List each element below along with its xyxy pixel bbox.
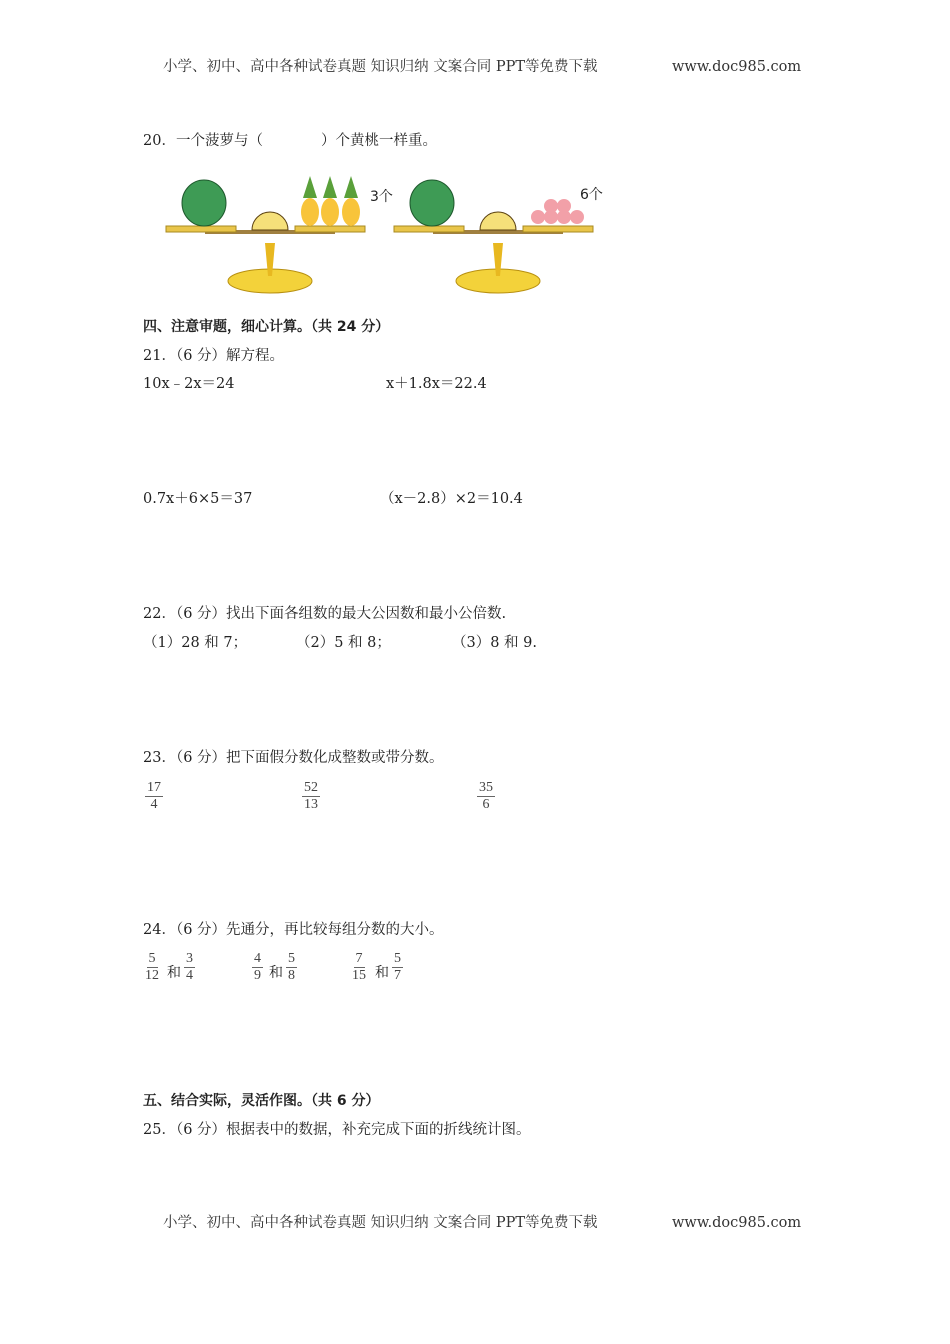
scale-right — [394, 180, 593, 293]
q22-title: 22．（6 分）找出下面各组数的最大公因数和最小公倍数. — [143, 606, 507, 622]
section5-heading: 五、结合实际，灵活作图。（共 6 分） — [143, 1093, 380, 1109]
eq-2: x＋1.8x＝22.4 — [386, 376, 487, 392]
fraction: $\frac{52}{13}$ — [304, 780, 318, 812]
eq-4: （x－2.8）×2＝10.4 — [380, 491, 523, 507]
and-text: 和 — [375, 965, 389, 981]
scale-left — [166, 176, 365, 293]
header-text: 小学、初中、高中各种试卷真题 知识归纳 文案合同 PPT等免费下载 — [163, 59, 598, 75]
eq-1: 10x﹣2x＝24 — [143, 376, 235, 392]
fraction: $\frac{5}{7}$ — [394, 951, 401, 983]
fraction: $\frac{7}{15}$ — [352, 951, 366, 983]
q25-title: 25．（6 分）根据表中的数据，补充完成下面的折线统计图。 — [143, 1122, 531, 1138]
and-text: 和 — [269, 965, 283, 981]
q21-title: 21．（6 分）解方程。 — [143, 348, 285, 364]
fraction: $\frac{5}{12}$ — [145, 951, 159, 983]
footer-text: 小学、初中、高中各种试卷真题 知识归纳 文案合同 PPT等免费下载 — [163, 1215, 598, 1231]
section4-heading: 四、注意审题，细心计算。（共 24 分） — [143, 319, 390, 335]
q23-title: 23．（6 分）把下面假分数化成整数或带分数。 — [143, 750, 444, 766]
fraction: $\frac{5}{8}$ — [288, 951, 295, 983]
q22-item-3: （3）8 和 9. — [452, 635, 538, 651]
label-3: 3个 — [370, 189, 393, 205]
and-text: 和 — [167, 965, 181, 981]
q22-item-2: （2）5 和 8； — [296, 635, 391, 651]
label-6: 6个 — [580, 187, 603, 203]
q20-text: 20．一个菠萝与（ ）个黄桃一样重。 — [143, 133, 437, 149]
q22-item-1: （1）28 和 7； — [143, 635, 248, 651]
fraction: $\frac{4}{9}$ — [254, 951, 261, 983]
fraction: $\frac{17}{4}$ — [147, 780, 161, 812]
q24-title: 24．（6 分）先通分，再比较每组分数的大小。 — [143, 922, 444, 938]
header-site: www.doc985.com — [672, 59, 802, 75]
eq-3: 0.7x＋6×5＝37 — [143, 491, 253, 507]
fraction: $\frac{3}{4}$ — [186, 951, 193, 983]
footer-site: www.doc985.com — [672, 1215, 802, 1231]
fraction: $\frac{35}{6}$ — [479, 780, 493, 812]
